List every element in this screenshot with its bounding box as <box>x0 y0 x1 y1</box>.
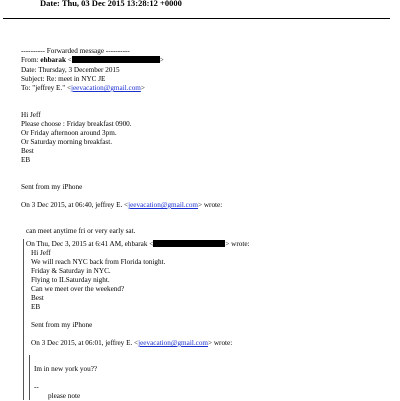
forward-date: Date: Thursday, 3 December 2015 <box>21 66 120 74</box>
body-initials: EB <box>21 156 31 164</box>
forward-from <box>21 56 164 65</box>
forward-to <box>21 84 145 93</box>
body-line: Or Friday afternoon around 3pm. <box>21 129 117 137</box>
quoted-signoff: Best <box>31 294 44 302</box>
forward-subject: Subject: Re: meet in NYC JE <box>21 75 106 83</box>
quoted-reply-attribution <box>31 339 232 348</box>
date-value: Thu, 03 Dec 2015 13:28:12 +0000 <box>61 0 182 8</box>
redaction-box <box>72 56 160 63</box>
date-label: Date: <box>40 0 60 8</box>
reply-attribution <box>21 201 222 210</box>
quote-bar <box>23 239 24 400</box>
to-prefix: To: "jeffrey E." < <box>21 84 71 92</box>
body-line: Please choose : Friday breakfast 0900. <box>21 120 132 128</box>
to-suffix: > <box>140 84 145 92</box>
quoted-attribution-suffix: > wrote: <box>225 240 250 248</box>
quoted-attribution-prefix: On Thu, Dec 3, 2015 at 6:41 AM, ehbarak < <box>26 240 154 248</box>
from-bracket-open: < <box>65 56 72 64</box>
quoted-greeting: Hi Jeff <box>31 249 51 257</box>
body-signoff: Best <box>21 147 34 155</box>
redaction-box <box>153 240 225 247</box>
from-name: ehbarak <box>40 56 66 64</box>
quoted-line: Can we meet over the weekend? <box>31 285 125 293</box>
quoted-email-link[interactable]: jeevacation@gmail.com <box>138 339 209 347</box>
quoted-line: Friday & Saturday in NYC. <box>31 267 111 275</box>
forward-separator: ---------- Forwarded message ---------- <box>21 47 130 55</box>
quoted-sent-from-iphone: Sent from my iPhone <box>31 321 93 329</box>
attribution-prefix: On 3 Dec 2015, at 06:01, jeffrey E. < <box>31 339 139 347</box>
to-email-link[interactable]: jeevacation@gmail.com <box>71 84 141 92</box>
reply-text: can meet anytime fri or very early sat. <box>26 227 136 235</box>
reply-email-link[interactable]: jeevacation@gmail.com <box>128 201 199 209</box>
attribution-suffix: > wrote: <box>198 201 223 209</box>
header-divider <box>3 18 390 19</box>
from-bracket-close: > <box>159 56 164 64</box>
nested-reply-text: Im in new york you?? <box>34 365 98 373</box>
signature-separator: -- <box>34 383 39 391</box>
body-line: Or Saturday morning breakfast. <box>21 138 113 146</box>
email-date-header <box>40 0 182 8</box>
quoted-attribution <box>26 240 250 249</box>
quoted-initials: EB <box>31 303 41 311</box>
quoted-line: Flying to ILSaturday night. <box>31 276 110 284</box>
body-greeting: Hi Jeff <box>21 111 41 119</box>
nested-note: please note <box>48 392 81 400</box>
from-label: From: <box>21 56 39 64</box>
sent-from-iphone: Sent from my iPhone <box>21 183 83 191</box>
attribution-suffix: > wrote: <box>208 339 233 347</box>
quoted-line: We will reach NYC back from Florida tonight. <box>31 258 166 266</box>
attribution-prefix: On 3 Dec 2015, at 06:40, jeffrey E. < <box>21 201 129 209</box>
nested-quote-bar <box>29 355 30 400</box>
